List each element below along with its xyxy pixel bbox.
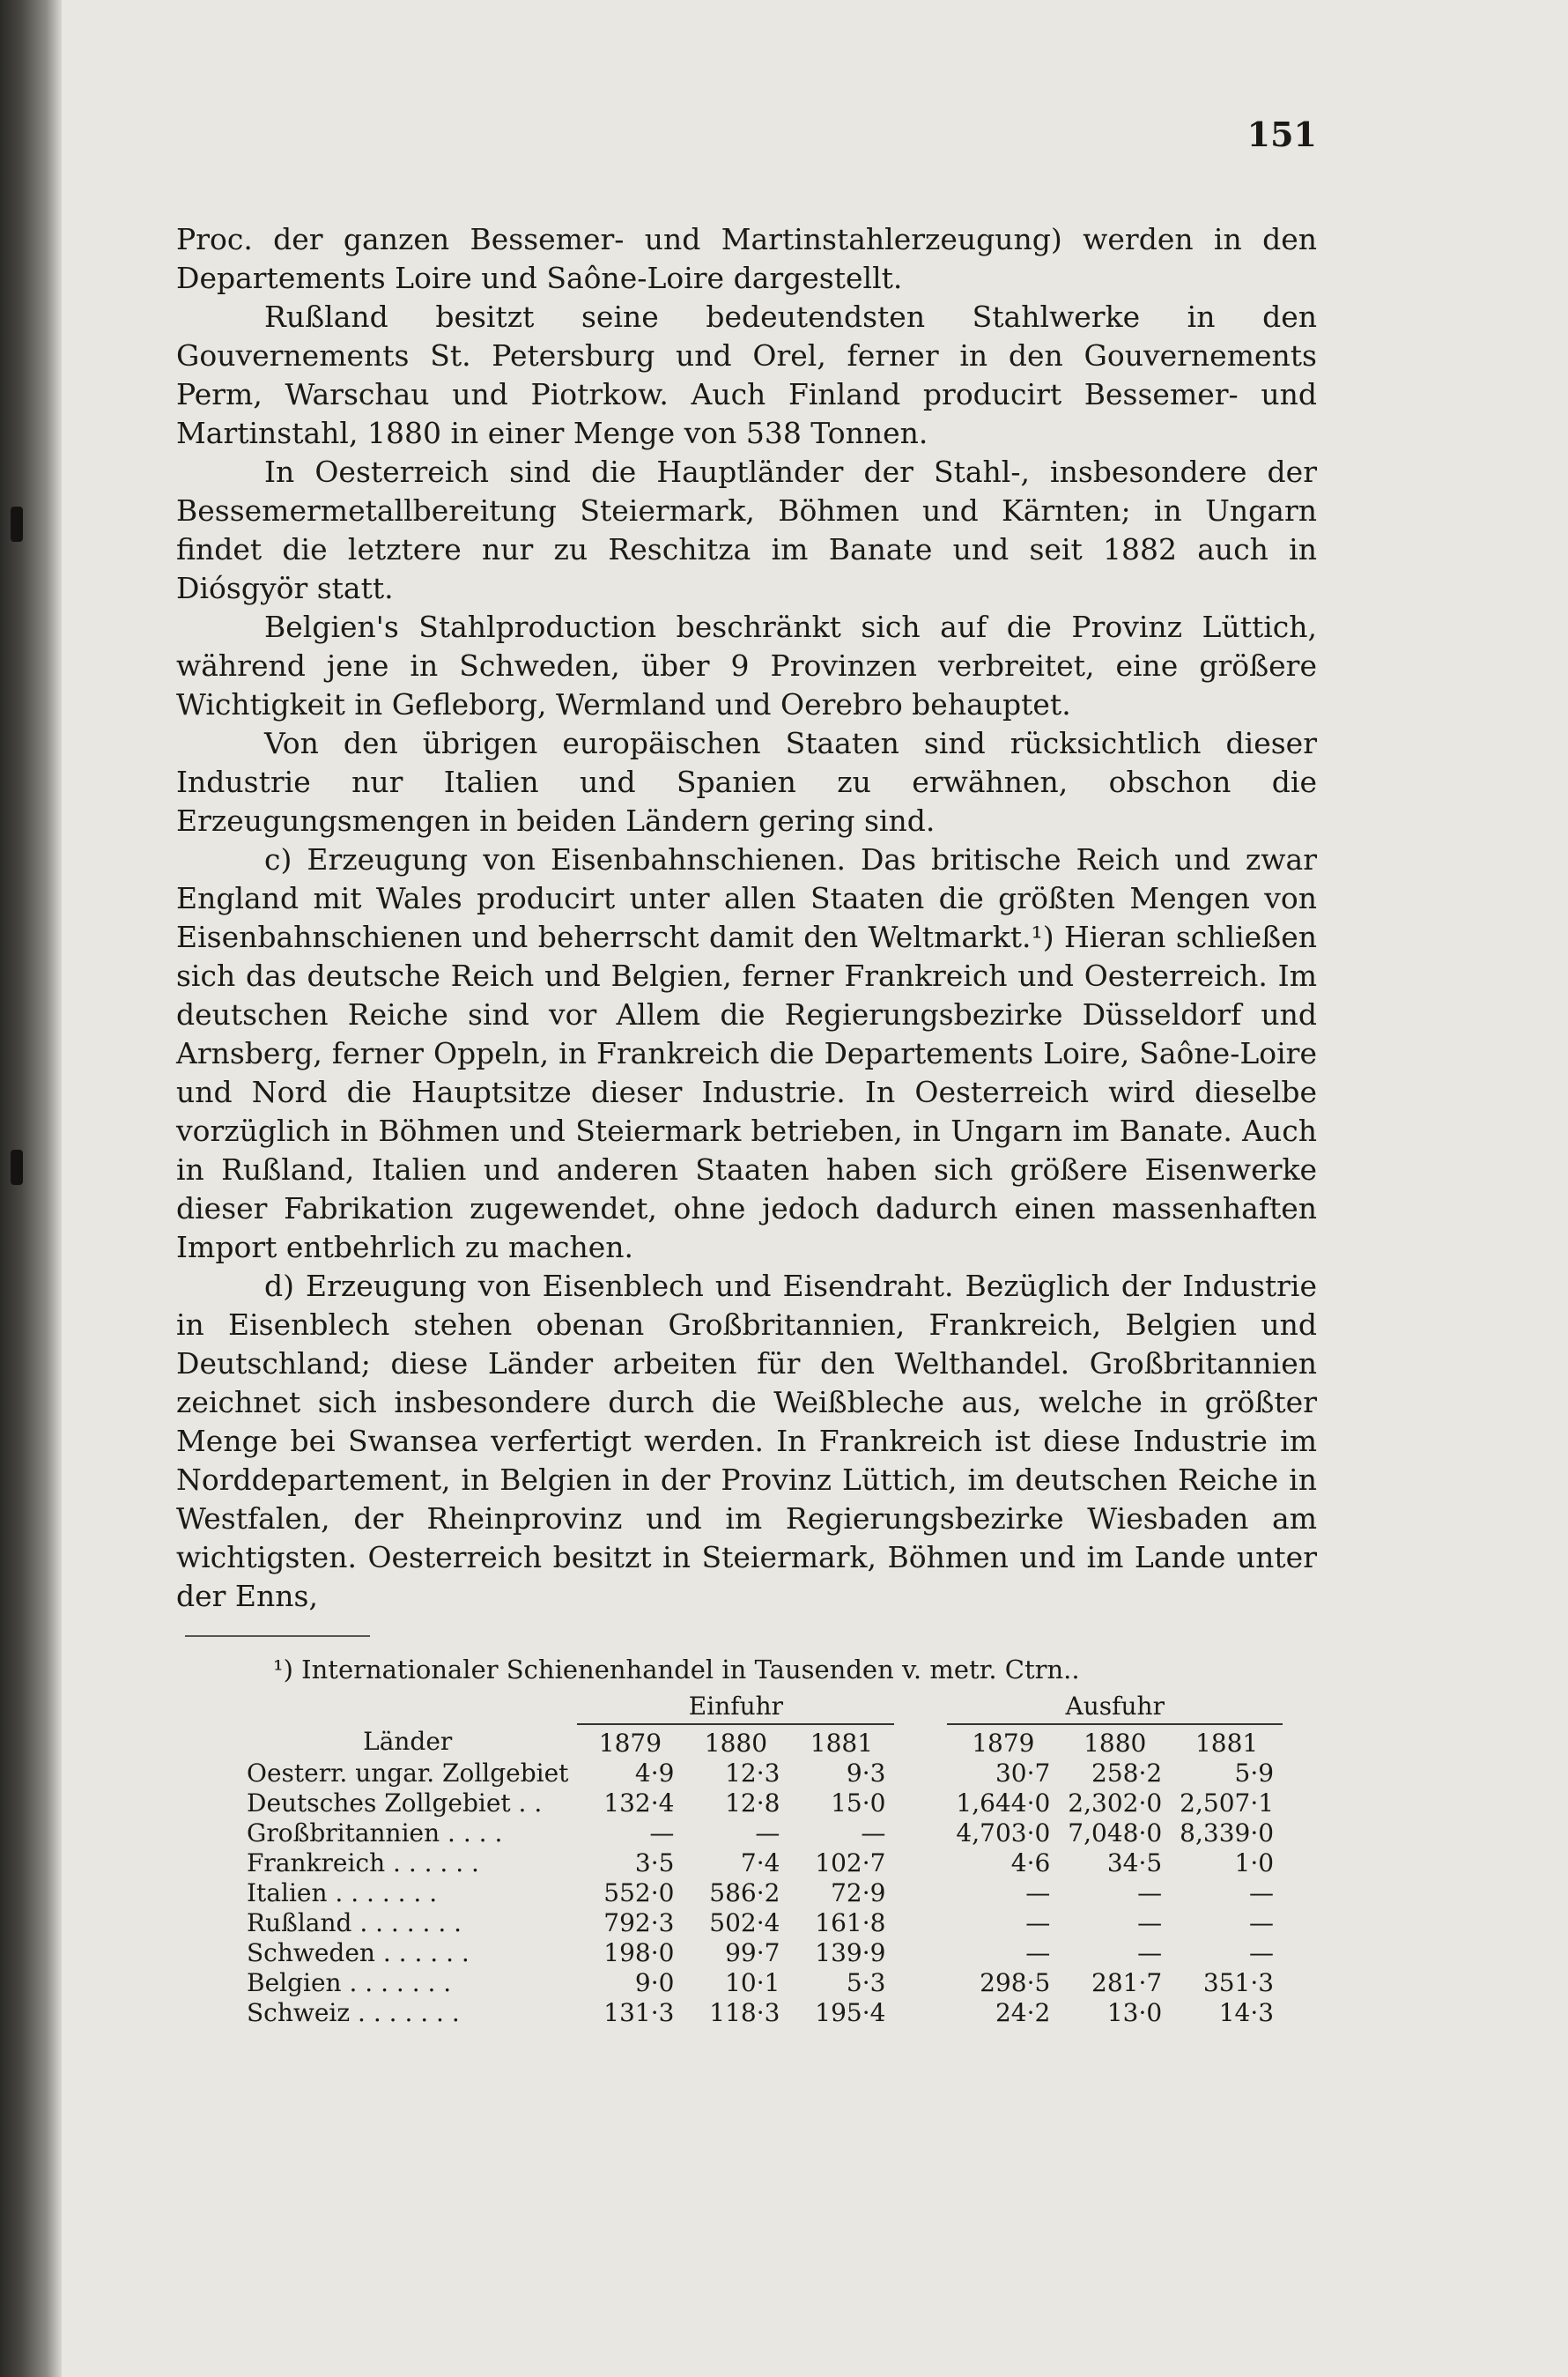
footnote-table-body	[247, 1759, 1283, 2028]
export-value-cell: 351·3	[1202, 1968, 1275, 1997]
import-value-cell: —	[861, 1818, 886, 1848]
export-value-cell: —	[1025, 1878, 1051, 1907]
paragraph: Proc. der ganzen Bessemer- und Martinstahlerzeugung) werden in den Departements Loire und Saône-Loire dargestellt.	[176, 222, 1317, 295]
book-binding-edge	[0, 0, 62, 2377]
export-value-cell: —	[1137, 1938, 1163, 1967]
export-value-cell: 258·2	[1091, 1759, 1163, 1788]
table-row	[247, 1818, 1283, 1848]
import-value-cell: 102·7	[815, 1848, 886, 1877]
export-value-cell: 298·5	[980, 1968, 1051, 1997]
year-header: 1879	[598, 1729, 662, 1758]
export-value-cell: —	[1249, 1908, 1275, 1937]
import-value-cell: 3·5	[634, 1848, 675, 1877]
binding-mark	[11, 1150, 23, 1185]
paragraph: Von den übrigen europäischen Staaten sind rücksichtlich dieser Industrie nur Italien und Spanien zu erwähnen, obschon die Erzeugungsmengen in beiden Ländern gering sind.	[176, 726, 1317, 838]
import-value-cell: 99·7	[725, 1938, 780, 1967]
export-value-cell: —	[1025, 1908, 1051, 1937]
country-cell: Deutsches Zollgebiet . .	[247, 1788, 543, 1818]
import-value-cell: 161·8	[815, 1908, 886, 1937]
country-cell: Großbritannien . . . .	[247, 1818, 503, 1848]
import-value-cell: 7·4	[740, 1848, 780, 1877]
export-value-cell: 4,703·0	[956, 1818, 1051, 1848]
import-value-cell: 5·3	[846, 1968, 886, 1997]
import-value-cell: 195·4	[815, 1998, 886, 2027]
year-header: 1881	[810, 1729, 874, 1758]
year-header: 1881	[1194, 1729, 1259, 1758]
country-cell: Belgien . . . . . . .	[247, 1968, 452, 1997]
import-value-cell: 586·2	[709, 1878, 780, 1907]
export-value-cell: 281·7	[1091, 1968, 1163, 1997]
export-value-cell: —	[1249, 1878, 1275, 1907]
export-value-cell: 2,507·1	[1180, 1788, 1275, 1818]
import-value-cell: 792·3	[603, 1908, 675, 1937]
table-row	[247, 1908, 1283, 1938]
export-value-cell: 24·2	[995, 1998, 1051, 2027]
import-group-header: Einfuhr	[577, 1692, 894, 1724]
export-value-cell: 34·5	[1106, 1848, 1163, 1877]
year-header: 1880	[704, 1729, 768, 1758]
country-cell: Oesterr. ungar. Zollgebiet	[247, 1759, 569, 1788]
footnote-rule	[185, 1635, 370, 1637]
import-value-cell: 10·1	[725, 1968, 780, 1997]
binding-mark	[11, 507, 23, 542]
export-group-header: Ausfuhr	[947, 1692, 1283, 1724]
import-value-cell: 131·3	[603, 1998, 675, 2027]
import-value-cell: 12·8	[725, 1788, 780, 1818]
export-value-cell: —	[1137, 1908, 1163, 1937]
export-value-cell: 2,302·0	[1068, 1788, 1163, 1818]
country-column-header: Länder	[363, 1726, 453, 1756]
year-header: 1879	[972, 1729, 1035, 1758]
import-value-cell: 72·9	[831, 1878, 886, 1907]
table-row	[247, 1968, 1283, 1998]
export-value-cell: 30·7	[995, 1759, 1051, 1788]
import-value-cell: 9·3	[846, 1759, 886, 1788]
book-page	[176, 115, 1317, 2028]
import-value-cell: 9·0	[634, 1968, 675, 1997]
table-row	[247, 1759, 1283, 1788]
paragraph: d) Erzeugung von Eisenblech und Eisendraht. Bezüglich der Industrie in Eisenblech stehen obenan Großbritannien, Frankreich, Belgien und Deutschland; diese Länder arbeiten für den Welthandel. Großbritannien zeichnet sich insbesondere durch die Weißbleche aus, welche in größter Menge bei Swansea verfertigt werden. In Frankreich ist diese Industrie im Norddepartement, in Belgien in der Provinz Lüttich, im deutschen Reiche in Westfalen, der Rheinprovinz und im Regierungsbezirke Wiesbaden am wichtigsten. Oesterreich besitzt in Steiermark, Böhmen und im Lande unter der Enns,	[176, 1269, 1317, 1613]
import-value-cell: —	[649, 1818, 675, 1848]
export-value-cell: 1·0	[1234, 1848, 1275, 1877]
import-value-cell: 118·3	[709, 1998, 780, 2027]
country-cell: Schweiz . . . . . . .	[247, 1998, 460, 2027]
footnote-caption: ¹) Internationaler Schienenhandel in Tausenden v. metr. Ctrn..	[273, 1655, 1080, 1685]
export-value-cell: 7,048·0	[1068, 1818, 1163, 1848]
export-value-cell: —	[1137, 1878, 1163, 1907]
table-row	[247, 1938, 1283, 1968]
paragraph: In Oesterreich sind die Hauptländer der Stahl-, insbesondere der Bessemermetallbereitung Steiermark, Böhmen und Kärnten; in Ungarn findet die letztere nur zu Reschitza im Banate und seit 1882 auch in Diósgyör statt.	[176, 455, 1317, 605]
export-value-cell: 4·6	[1010, 1848, 1051, 1877]
import-value-cell: 552·0	[603, 1878, 675, 1907]
table-row	[247, 1788, 1283, 1818]
country-cell: Rußland . . . . . . .	[247, 1908, 462, 1937]
year-header: 1880	[1084, 1729, 1147, 1758]
export-value-cell: 8,339·0	[1180, 1818, 1275, 1848]
import-value-cell: 132·4	[603, 1788, 675, 1818]
country-cell: Schweden . . . . . .	[247, 1938, 470, 1967]
table-row	[247, 1878, 1283, 1908]
import-value-cell: 4·9	[634, 1759, 675, 1788]
import-value-cell: 139·9	[815, 1938, 886, 1967]
country-cell: Frankreich . . . . . .	[247, 1848, 479, 1877]
page-number: 151	[1246, 115, 1317, 154]
body-text	[176, 220, 1317, 1616]
paragraph: Belgien's Stahlproduction beschränkt sich auf die Provinz Lüttich, während jene in Schweden, über 9 Provinzen verbreitet, eine größere Wichtigkeit in Gefleborg, Wermland und Oerebro behauptet.	[176, 610, 1317, 722]
country-cell: Italien . . . . . . .	[247, 1878, 438, 1907]
export-value-cell: —	[1025, 1938, 1051, 1967]
paragraph: c) Erzeugung von Eisenbahnschienen. Das britische Reich und zwar England mit Wales producirt unter allen Staaten die größten Mengen von Eisenbahnschienen und beherrscht damit den Weltmarkt.¹) Hieran schließen sich das deutsche Reich und Belgien, ferner Frankreich und Oesterreich. Im deutschen Reiche sind vor Allem die Regierungsbezirke Düsseldorf und Arnsberg, ferner Oppeln, in Frankreich die Departements Loire, Saône-Loire und Nord die Hauptsitze dieser Industrie. In Oesterreich wird dieselbe vorzüglich in Böhmen und Steiermark betrieben, in Ungarn im Banate. Auch in Rußland, Italien und anderen Staaten haben sich größere Eisenwerke dieser Fabrikation zugewendet, ohne jedoch dadurch einen massenhaften Import entbehrlich zu machen.	[176, 842, 1317, 1264]
import-value-cell: 198·0	[603, 1938, 675, 1967]
import-value-cell: 12·3	[725, 1759, 780, 1788]
export-value-cell: 14·3	[1218, 1998, 1275, 2027]
export-value-cell: 5·9	[1234, 1759, 1275, 1788]
export-value-cell: 13·0	[1106, 1998, 1163, 2027]
footnote-table	[247, 1692, 1283, 2028]
table-row	[247, 1998, 1283, 2028]
export-value-cell: —	[1249, 1938, 1275, 1967]
import-value-cell: 15·0	[831, 1788, 886, 1818]
table-row	[247, 1848, 1283, 1878]
export-value-cell: 1,644·0	[956, 1788, 1051, 1818]
import-value-cell: 502·4	[709, 1908, 780, 1937]
paragraph: Rußland besitzt seine bedeutendsten Stahlwerke in den Gouvernements St. Petersburg und Orel, ferner in den Gouvernements Perm, Warschau und Piotrkow. Auch Finland producirt Bessemer- und Martinstahl, 1880 in einer Menge von 538 Tonnen.	[176, 300, 1317, 450]
import-value-cell: —	[755, 1818, 780, 1848]
